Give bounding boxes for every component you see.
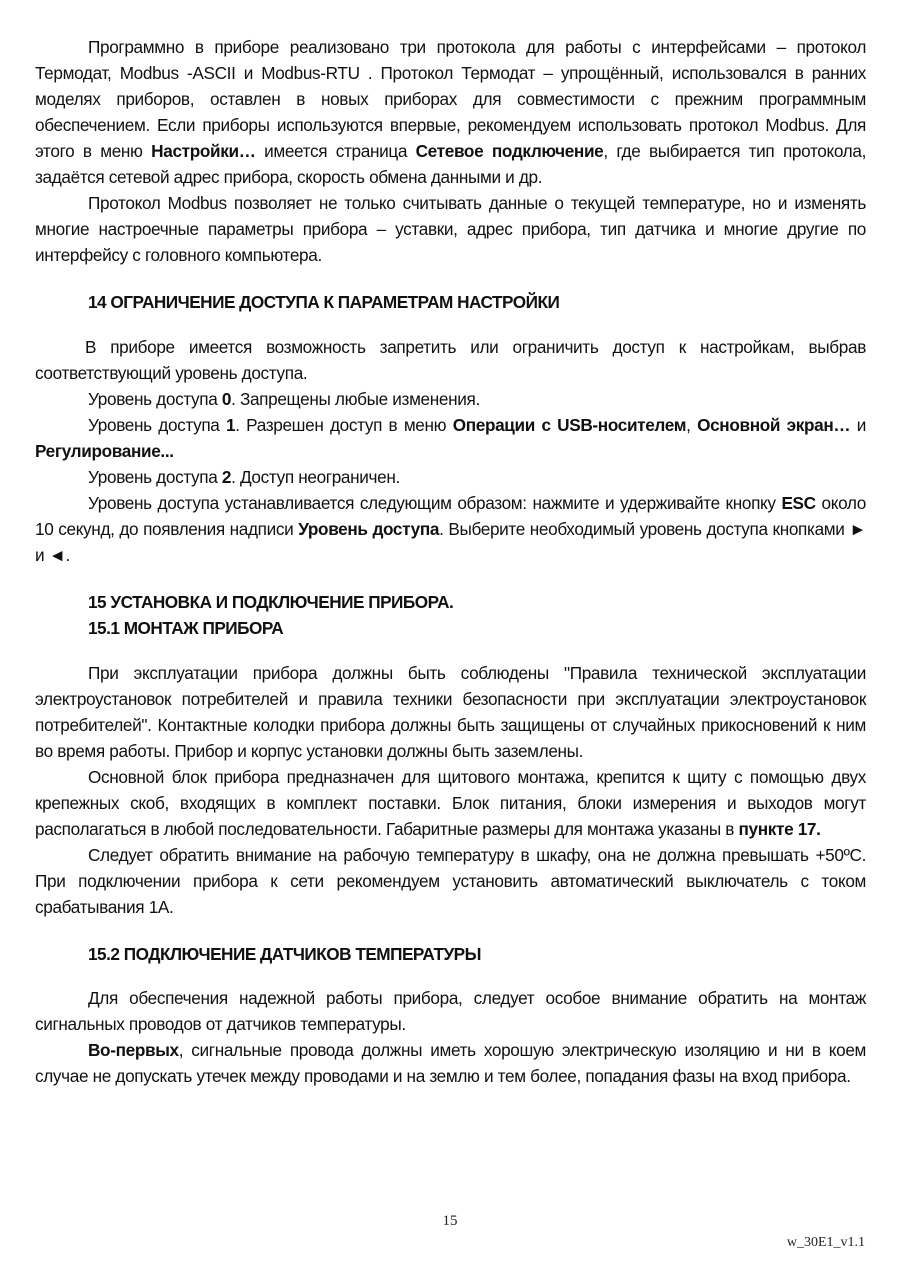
text-run: , сигнальные провода должны иметь хорошую электрическую изоляцию и ни в коем случае не допускать утечек между проводами и на землю и тем более, попадания фазы на вход прибора.	[35, 1040, 866, 1086]
page-number: 15	[442, 1213, 458, 1229]
access-level-1	[35, 412, 866, 464]
text-run: Уровень доступа	[88, 415, 227, 435]
section-15-1-mounting	[35, 764, 866, 842]
text-run: . Выберите необходимый уровень доступа кнопками	[439, 519, 850, 539]
document-version: w_30E1_v1.1	[786, 1235, 865, 1250]
access-level-2	[35, 464, 866, 490]
level-number: 1	[226, 415, 236, 435]
text-run: .	[65, 545, 70, 565]
menu-settings-label: Настройки…	[151, 141, 256, 161]
text-run: и	[35, 545, 49, 565]
access-level-display-label: Уровень доступа	[298, 519, 440, 539]
text-run: Основной блок прибора предназначен для щитового монтажа, крепится к щиту с помощью двух крепежных скоб, входящих в комплект поставки. Блок питания, блоки измерения и выходов могут располагаться в любой последовательности. Габаритные размеры для монтажа указаны в	[35, 767, 866, 839]
level-number: 2	[221, 467, 232, 487]
text-run: ,	[686, 415, 698, 435]
access-level-0	[35, 386, 866, 412]
text-run: и	[850, 415, 866, 435]
section-15-2-firstly	[35, 1037, 866, 1089]
text-run: Программно в приборе реализовано три протокола для работы с интерфейсами – протокол Термодат, Modbus -ASCII и Modbus-RTU . Протокол Термодат – упрощённый, использовался в ранних моделях приборов, оставлен в новых приборах для совместимости с прежним программным обеспечением. Если приборы используются впервые, рекомендуем использовать протокол Modbus. Для этого в меню	[35, 37, 866, 161]
section-14-heading: 14 ОГРАНИЧЕНИЕ ДОСТУПА К ПАРАМЕТРАМ НАСТРОЙКИ	[88, 292, 560, 312]
text-run: . Разрешен доступ в меню	[235, 415, 453, 435]
esc-key-label: ESC	[781, 493, 816, 513]
text-run: . Доступ неограничен.	[231, 467, 400, 487]
section-15-1-rules: При эксплуатации прибора должны быть соблюдены "Правила технической эксплуатации электроустановок потребителей и правила техники безопасности при эксплуатации электроустановок потребителей". Контактные колодки прибора должны быть защищены от случайных прикосновений к ним во время работы. Прибор и корпус установки должны быть заземлены.	[35, 663, 866, 761]
text-run: , где выбирается тип протокола, задаётся сетевой адрес прибора, скорость обмена данными и др.	[35, 141, 866, 187]
section-15-2-intro: Для обеспечения надежной работы прибора, следует особое внимание обратить на монтаж сигнальных проводов от датчиков температуры.	[35, 988, 866, 1034]
section-reference: пункте 17.	[738, 819, 821, 839]
section-14-intro: В приборе имеется возможность запретить или ограничить доступ к настройкам, выбрав соответствующий уровень доступа.	[35, 337, 866, 383]
firstly-label: Во-первых	[88, 1040, 179, 1060]
network-connection-label: Сетевое подключение	[415, 141, 604, 161]
text-run: Уровень доступа	[88, 389, 222, 409]
intro-paragraph-protocols	[35, 34, 866, 190]
section-15-1-heading: 15.1 МОНТАЖ ПРИБОРА	[88, 618, 284, 638]
menu-main-screen-label: Основной экран…	[697, 415, 851, 435]
menu-usb-label: Операции с USB-носителем	[452, 415, 687, 435]
text-run: . Запрещены любые изменения.	[231, 389, 480, 409]
section-15-2-heading: 15.2 ПОДКЛЮЧЕНИЕ ДАТЧИКОВ ТЕМПЕРАТУРЫ	[88, 944, 481, 964]
left-arrow-icon: ◄	[48, 545, 66, 565]
menu-regulation-label: Регулирование...	[35, 441, 174, 461]
document-page	[35, 34, 866, 1089]
right-arrow-icon: ►	[849, 519, 866, 539]
text-run: около 10 секунд, до появления надписи	[35, 493, 866, 539]
text-run: Уровень доступа	[88, 467, 222, 487]
section-15-1-temperature: Следует обратить внимание на рабочую температуру в шкафу, она не должна превышать +50ºС. При подключении прибора к сети рекомендуем установить автоматический выключатель с током срабатывания 1А.	[35, 845, 866, 917]
text-run: Уровень доступа устанавливается следующим образом: нажмите и удерживайте кнопку	[88, 493, 782, 513]
access-level-howto	[35, 490, 866, 568]
level-number: 0	[221, 389, 232, 409]
intro-paragraph-modbus: Протокол Modbus позволяет не только считывать данные о текущей температуре, но и изменять многие настроечные параметры прибора – уставки, адрес прибора, тип датчика и многие другие по интерфейсу с головного компьютера.	[35, 193, 866, 265]
section-15-heading: 15 УСТАНОВКА И ПОДКЛЮЧЕНИЕ ПРИБОРА.	[88, 592, 454, 612]
text-run: имеется страница	[255, 141, 416, 161]
